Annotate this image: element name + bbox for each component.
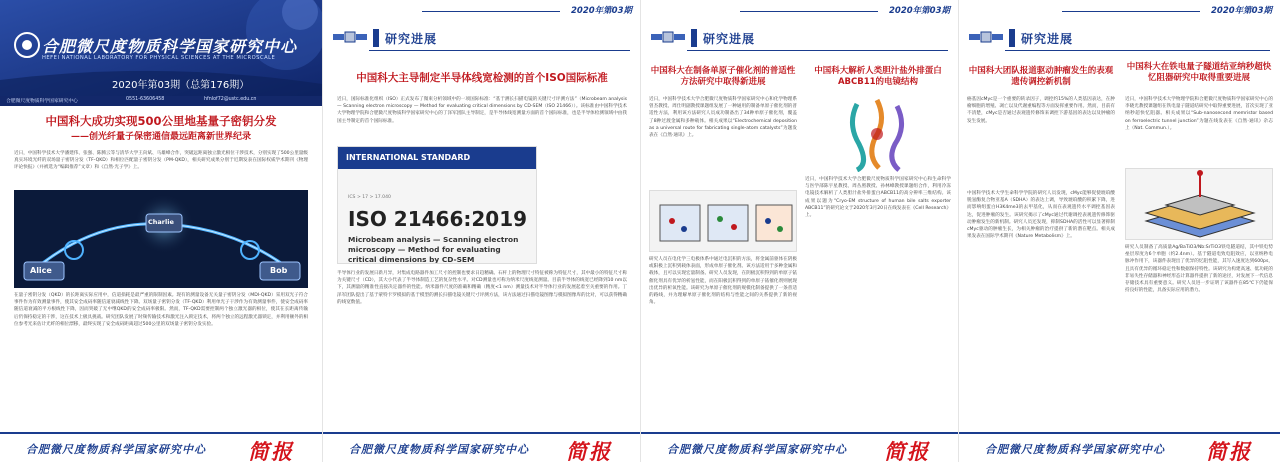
footer-brief-mark: 简报 <box>884 439 930 462</box>
article-2-headline: 中国科大主导制定半导体线宽检测的首个ISO国际标准 <box>356 72 608 84</box>
article-4-figure <box>827 94 927 172</box>
article-1-para-1: 近日，中国科学技术大学潘建伟、张强、陈腾云等与清华大学王向斌、马雄峰合作，突破远距离独立激光相位干涉技术，分别实现了500公里量级真实环境光纤的双场量子密钥分发（TF-QKD）和相位匹配量子密钥分发（PM-QKD），相关研究成果分别于近期发表在国际权威学术期刊《物理评论快报》（并被选为“编辑推荐”文章）和《自然·光子学》上。 <box>14 151 308 171</box>
issue-rule <box>1062 11 1200 12</box>
page-4-issue-header <box>1122 4 1272 18</box>
section-tag-bar <box>691 29 697 47</box>
page-3-issue-header <box>800 4 950 18</box>
article-5-para-2: 中国科学技术大学生命科学学院的研究人员发现，cMyc能够促使琥珀酸脱氢酶复合物亚基A（SDHA）的表达上调，导致琥珀酸的积累下降，进而影响组蛋白H3K4me3的去甲基化，从而在表观遗传水平调控基因表达，促进肿瘤的发生。该研究揭示了cMyc通过代谢调控表观遗传修饰驱动肿瘤发生的新机制。研究人员还发现，抑制SDHA的活性可以显著抑制cMyc驱动的肿瘤生长，为相关肿瘤的治疗提供了新的潜在靶点。相关成果发表在国际学术期刊《Nature Metabolism》上。 <box>967 191 1115 240</box>
issue-rule <box>422 11 560 12</box>
page-2-issue-label: 2020年第03期 <box>571 6 632 16</box>
page-3-section-rule <box>687 50 948 51</box>
article-6-headline: 中国科大在铁电量子隧道结亚纳秒超快忆阻器研究中取得重要进展 <box>1126 62 1272 84</box>
section-tag-bar <box>373 29 379 47</box>
contact-org: 合肥微尺度物质科学国家研究中心 <box>6 99 78 104</box>
iso-ics-line: ICS > 17 > 17.040 <box>348 195 391 200</box>
satellite-icon <box>333 22 367 52</box>
article-6-para-2: 研究人员制备了高质量Ag/BaTiO3/Nb:SrTiO3铁电隧道结，其中铁电势垒层厚度为6个单胞（约2.4nm）。基于隧道电致电阻效应，以亚纳秒电脉冲作用下，该器件表现出了优异的忆阻性能，其写入速度达到600ps，且具有优异的循环稳定性和数据保持特性。该研究为构建高速、低功耗的非易失性存储器和神经形态计算器件提供了新的途径，对发展下一代信息存储技术具有重要意义。研究人员进一步证明了该器件在85℃下仍能保持良好的性能，具备实际应用的潜力。 <box>1125 245 1273 294</box>
article-6-para-1: 近日，中国科学技术大学物理学院和合肥微尺度物质科学国家研究中心的李晓光教授课题组在铁电量子隧道结研究中取得重要进展，首次实现了亚纳秒超快忆阻器。相关成果以“Sub-nanosecond memristor based on ferroelectric tunnel junction”为题在线发表在《自然·通讯》杂志上（Nat. Commun.）。 <box>1125 97 1273 131</box>
article-6-figure <box>1125 168 1273 240</box>
masthead-subtitle: HEFEI NATIONAL LABORATORY FOR PHYSICAL SCIENCES AT THE MICROSCALE <box>42 55 276 61</box>
figure-label-charlie: Charlie <box>148 218 174 226</box>
article-1-headline: 中国科大成功实现500公里地基量子密钥分发 <box>45 114 277 128</box>
article-1-para-2: 在量子密钥分发（QKD）的长距离实际应用中，信道损耗是最严重的限制因素。现有的测量设备无关量子密钥分发（MDI-QKD）采用双光子符合事件作为有效测量事件，使其安全成码率随信道衰减线性下降。双场量子密钥分发（TF-QKD）利用单光子干涉作为有效测量事件，使安全成码率随信道衰减的平方根线性下降，因而突破了无中继QKD的安全成码率极限。然而，TF-QKD需要控制两个独立激光器的相位，使其在长距离传输后仍保持稳定的干涉，这在技术上极具挑战。研究团队发展了时频传输技术和激光注入锁定技术，将两个独立的远程激光器锁定，并利用额外的相位参考光来估计光纤的相位漂移，最终实现了安全成码距离超过500公里的双场量子密钥分发实验。 <box>14 293 308 327</box>
footer-brief-mark: 简报 <box>1206 439 1252 462</box>
page-3 <box>640 0 958 462</box>
page-1-footer <box>0 432 322 462</box>
page-2-section-rule <box>369 50 630 51</box>
figure-label-alice: Alice <box>30 266 52 275</box>
hfnl-logo-icon <box>14 32 40 58</box>
page-1 <box>0 0 322 462</box>
article-5-para-1: 癌基因cMyc是一个重要的转录因子，调控约15%的人类基因表达，在肿瘤细胞的增殖、凋亡以及代谢重编程等方面发挥重要作用。然而，目前有不清楚，cMyc是否通过表观遗传修饰来调控下游基因的表达以及肿瘤的发生发展。 <box>967 97 1115 124</box>
page-2-issue-header <box>482 4 632 18</box>
page-4-issue-label: 2020年第03期 <box>1211 6 1272 16</box>
page-3-footer <box>641 432 958 462</box>
iso-standard-cover <box>337 146 537 264</box>
figure-label-bob: Bob <box>270 266 288 275</box>
article-4-para-1: 近日，中国科学技术大学合肥微尺度物质科学国家研究中心和生命科学与医学部陈宇星教授、周丛照教授、孙林峰教授课题组合作，利用冷冻电镜技术解析了人类胆汁盐外排蛋白ABCB11的高分辨率三维结构。该成果以题为“Cryo-EM structure of human bile salts exporter ABCB11”的研究论文于2020年3月20日在线发表在《Cell Research》上。 <box>805 177 951 219</box>
article-1-figure <box>14 190 308 288</box>
masthead <box>0 0 322 96</box>
masthead-issue: 2020年第03期（总第176期） <box>112 80 250 91</box>
article-5-headline: 中国科大团队报道驱动肿瘤发生的表观遗传调控新机制 <box>968 66 1114 88</box>
page-2-section-label: 研究进展 <box>385 31 438 46</box>
article-4-headline: 中国科大解析人类胆汁盐外排蛋白ABCB11的电镜结构 <box>814 66 942 88</box>
fiber-link-diagram-icon <box>14 190 308 288</box>
page-3-section-label: 研究进展 <box>703 31 756 46</box>
footer-center-name: 合肥微尺度物质科学国家研究中心 <box>349 443 529 456</box>
section-tag-bar <box>1009 29 1015 47</box>
article-3-para-1: 近日，中国科学技术大学合肥微尺度物质科学国家研究中心和化学物理系曾杰教授、周仕明副教授课题组发展了一种通用的制备单原子催化剂的普适性方法，利用该方法研究人员成功制备出了34种单原子催化剂，覆盖了8种过渡金属和多种载体。相关成果以“Electrochemical deposition as a universal route for fabricating single-atom catalysts”为题发表在《自然·通讯》上。 <box>649 97 797 139</box>
issue-rule <box>740 11 878 12</box>
page-4-section-tag <box>1009 28 1073 48</box>
footer-brief-mark: 简报 <box>248 439 294 462</box>
page-2 <box>322 0 640 462</box>
contact-phone: 0551-63606458 <box>126 97 165 102</box>
article-3-headline: 中国科大在制备单原子催化剂的普适性方法研究中取得新进展 <box>650 66 796 88</box>
iso-cover-header: INTERNATIONAL STANDARD <box>346 153 471 162</box>
masthead-title: 合肥微尺度物质科学国家研究中心 <box>42 37 298 56</box>
page-2-section-tag <box>373 28 437 48</box>
footer-center-name: 合肥微尺度物质科学国家研究中心 <box>667 443 847 456</box>
article-2-para-1: 近日，国际标准化组织（ISO）正式发布了微束分析领域中的一项国际标准：“基于测长扫描电镜的关键尺寸评测方法”（Microbeam analysis — Scanning electron microscopy — Method for evaluating critical dimensions by CD-SEM（ISO 21466））。该标准由中国科学技术大学物理学院和合肥微尺度物质科学国家研究中心的丁泽军团队主导制定，是半导体线宽测量方面的首个国际标准，也是半导体检测领域中由我国主导制定的首个国际标准。 <box>337 97 627 124</box>
iso-standard-title: Microbeam analysis — Scanning electron microscopy — Method for evaluating critical dimensions by CD-SEM <box>348 235 519 264</box>
page-4-section-rule <box>1005 50 1270 51</box>
page-3-issue-label: 2020年第03期 <box>889 6 950 16</box>
iso-standard-number: ISO 21466:2019 <box>348 207 528 231</box>
article-2-para-2: 半导体行业的发展日新月异，对集成电路器件加工尺寸的控制也要求日趋精确。石杆上的物理尺寸特征被称为特征尺寸，其中最小的特征尺寸称为关键尺寸（CD），其大小代表了半导体制造工艺的复杂性水平。对CD测量也可称为纳米尺度线宽测量。目前半导体的线宽已经降到10 nm以下，其测量的精准性直接决定器件的性能。纳米器件尺度的准确和精确（精度<1 nm）测量技术对半导体行业的发展起着至关重要的作用。丁泽军团队提出了基于蒙特卡罗模拟的基于模型的测长扫描电镜关键尺寸评测方法，该方法通过扫描电镜图像与模拟图像库的比对，可以获得精确的线宽数值。 <box>337 271 627 305</box>
memristor-device-icon <box>1126 169 1273 240</box>
satellite-icon <box>651 22 685 52</box>
page-2-footer <box>323 432 640 462</box>
electrodeposition-schematic-icon <box>650 191 797 252</box>
contact-strip <box>0 96 322 106</box>
article-1-subhead: ——创光纤量子保密通信最远距离新世界纪录 <box>70 132 251 142</box>
page-4 <box>958 0 1280 462</box>
footer-center-name: 合肥微尺度物质科学国家研究中心 <box>985 443 1165 456</box>
page-4-section-label: 研究进展 <box>1021 31 1074 46</box>
article-3-figure <box>649 190 797 252</box>
page-3-section-tag <box>691 28 755 48</box>
footer-brief-mark: 简报 <box>566 439 612 462</box>
article-3-para-2: 研究人员在电化学三电极体系中通过电沉积的方法，将金属前驱体在阴极或阳极上沉积到载体表面，形成单原子催化剂。该方法适用于多种金属和载体，且可以实现宏量制备。研究人员发现，在阴极沉积得到的单原子铱催化剂具有优异的析氢性能，而在阳极沉积得到的单原子铱催化剂则展现出优异的析氧性能。该研究为单原子催化剂的规模化制备提供了一条普适的路线，并为理解单原子催化剂的结构与性能之间的关系提供了新的视角。 <box>649 257 797 306</box>
satellite-icon <box>969 22 1003 52</box>
protein-structure-icon <box>827 94 927 172</box>
contact-email: hfnlof72@ustc.edu.cn <box>204 97 257 102</box>
page-4-footer <box>959 432 1280 462</box>
footer-center-name: 合肥微尺度物质科学国家研究中心 <box>26 443 206 456</box>
